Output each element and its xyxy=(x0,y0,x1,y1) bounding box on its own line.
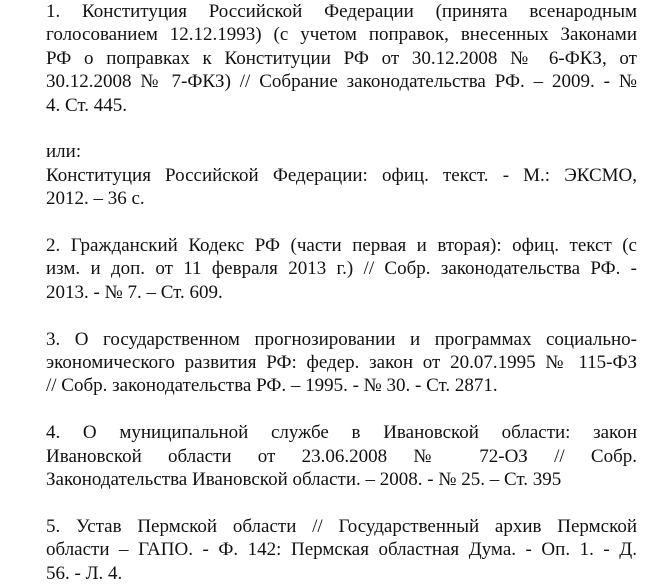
paragraph-gap xyxy=(46,304,637,327)
entry-line: Ивановской области от 23.06.2008 № 72-ОЗ // Собр. xyxy=(46,445,637,467)
reference-entry-3 xyxy=(46,328,637,398)
reference-entry-1 xyxy=(46,0,637,117)
paragraph-gap xyxy=(46,211,637,234)
paragraph-gap xyxy=(46,398,637,421)
entry-line: изм. и доп. от 11 февраля 2013 г.) // Собр. законодательства РФ. - xyxy=(46,258,637,280)
entry-line: 4. Ст. 445. xyxy=(46,94,128,116)
entry-line: области – ГАПО. - Ф. 142: Пермская областная Дума. - Оп. 1. - Д. xyxy=(46,539,637,561)
entry-line: РФ о поправках к Конституции РФ от 30.12.2008 № 6-ФКЗ, от xyxy=(46,47,637,69)
reference-entry-4 xyxy=(46,421,637,491)
entry-line: // Собр. законодательства РФ. – 1995. - № 30. - Ст. 2871. xyxy=(46,375,498,397)
entry-line: 56. - Л. 4. xyxy=(46,562,123,584)
entry-line: 3. О государственном прогнозировании и программах социально- xyxy=(46,328,637,350)
entry-line: экономического развития РФ: федер. закон от 20.07.1995 № 115-ФЗ xyxy=(46,352,637,374)
reference-entry-5 xyxy=(46,515,637,585)
entry-line: голосованием 12.12.1993) (с учетом поправок, внесенных Законами xyxy=(46,24,637,46)
entry-line: 4. О муниципальной службе в Ивановской области: закон xyxy=(46,422,637,444)
entry-line: Конституция Российской Федерации: офиц. текст. - М.: ЭКСМО, xyxy=(46,164,637,186)
entry-line: 2. Гражданский Кодекс РФ (части первая и вторая): офиц. текст (с xyxy=(46,235,637,257)
entry-line: 2012. – 36 с. xyxy=(46,188,145,210)
reference-entry-alt xyxy=(46,140,637,210)
entry-line: 30.12.2008 № 7-ФКЗ) // Собрание законодательства РФ. – 2009. - № xyxy=(46,71,637,93)
paragraph-gap xyxy=(46,491,637,514)
entry-line: 5. Устав Пермской области // Государственный архив Пермской xyxy=(46,515,637,537)
entry-line: 1. Конституция Российской Федерации (принята всенародным xyxy=(46,1,637,22)
paragraph-gap xyxy=(46,117,637,140)
entry-line: 2013. - № 7. – Ст. 609. xyxy=(46,281,223,303)
entry-line: или: xyxy=(46,141,82,163)
entry-line: Законодательства Ивановской области. – 2008. - № 25. – Ст. 395 xyxy=(46,469,562,491)
reference-entry-2 xyxy=(46,234,637,304)
document-page xyxy=(46,0,637,585)
